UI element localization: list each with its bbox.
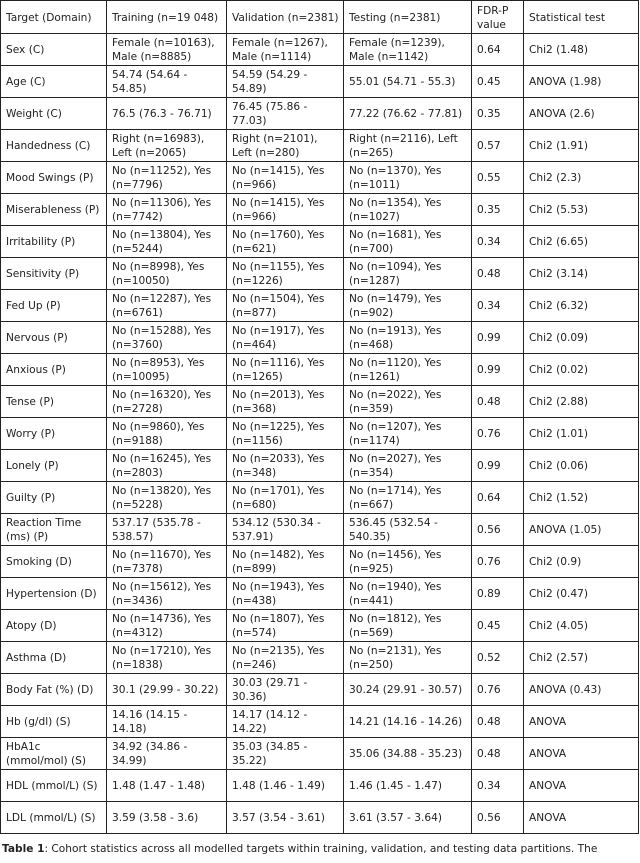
testing-cell: No (n=1354), Yes (n=1027) <box>344 194 472 226</box>
fdr-p-cell: 0.34 <box>472 226 524 258</box>
training-cell: No (n=11306), Yes (n=7742) <box>107 194 227 226</box>
validation-cell: 30.03 (29.71 - 30.36) <box>227 674 344 706</box>
fdr-p-cell: 0.99 <box>472 354 524 386</box>
fdr-p-cell: 0.34 <box>472 770 524 802</box>
validation-cell: No (n=1482), Yes (n=899) <box>227 546 344 578</box>
statistical-test-cell: ANOVA <box>524 738 639 770</box>
testing-cell: 14.21 (14.16 - 14.26) <box>344 706 472 738</box>
fdr-p-cell: 0.76 <box>472 674 524 706</box>
training-cell: 34.92 (34.86 - 34.99) <box>107 738 227 770</box>
fdr-p-cell: 0.34 <box>472 290 524 322</box>
table-row <box>1 258 639 290</box>
fdr-p-cell: 0.99 <box>472 450 524 482</box>
statistical-test-cell: Chi2 (0.47) <box>524 578 639 610</box>
table-row <box>1 226 639 258</box>
fdr-p-cell: 0.45 <box>472 66 524 98</box>
table-row <box>1 322 639 354</box>
target-cell: Reaction Time (ms) (P) <box>1 514 107 546</box>
validation-cell: No (n=1701), Yes (n=680) <box>227 482 344 514</box>
testing-cell: No (n=2022), Yes (n=359) <box>344 386 472 418</box>
validation-cell: No (n=2135), Yes (n=246) <box>227 642 344 674</box>
testing-cell: No (n=1094), Yes (n=1287) <box>344 258 472 290</box>
target-cell: Hypertension (D) <box>1 578 107 610</box>
table-row <box>1 450 639 482</box>
testing-cell: Right (n=2116), Left (n=265) <box>344 130 472 162</box>
validation-cell: 534.12 (530.34 - 537.91) <box>227 514 344 546</box>
statistical-test-cell: ANOVA <box>524 802 639 834</box>
validation-cell: 1.48 (1.46 - 1.49) <box>227 770 344 802</box>
table-row <box>1 738 639 770</box>
validation-cell: No (n=1116), Yes (n=1265) <box>227 354 344 386</box>
fdr-p-cell: 0.64 <box>472 34 524 66</box>
statistical-test-cell: Chi2 (2.88) <box>524 386 639 418</box>
fdr-p-cell: 0.52 <box>472 642 524 674</box>
table-row <box>1 386 639 418</box>
validation-cell: 3.57 (3.54 - 3.61) <box>227 802 344 834</box>
testing-cell: 77.22 (76.62 - 77.81) <box>344 98 472 130</box>
training-cell: 76.5 (76.3 - 76.71) <box>107 98 227 130</box>
target-cell: Weight (C) <box>1 98 107 130</box>
target-cell: Handedness (C) <box>1 130 107 162</box>
fdr-p-cell: 0.45 <box>472 610 524 642</box>
statistical-test-cell: ANOVA <box>524 706 639 738</box>
table-row <box>1 290 639 322</box>
table-row <box>1 194 639 226</box>
validation-cell: Right (n=2101), Left (n=280) <box>227 130 344 162</box>
training-cell: No (n=16245), Yes (n=2803) <box>107 450 227 482</box>
training-cell: 14.16 (14.15 - 14.18) <box>107 706 227 738</box>
fdr-p-cell: 0.48 <box>472 386 524 418</box>
table-row <box>1 418 639 450</box>
statistical-test-cell: ANOVA (1.05) <box>524 514 639 546</box>
table-row <box>1 162 639 194</box>
statistical-test-cell: Chi2 (2.57) <box>524 642 639 674</box>
target-cell: Atopy (D) <box>1 610 107 642</box>
training-cell: No (n=13804), Yes (n=5244) <box>107 226 227 258</box>
testing-cell: No (n=1456), Yes (n=925) <box>344 546 472 578</box>
testing-cell: No (n=1812), Yes (n=569) <box>344 610 472 642</box>
validation-cell: No (n=1415), Yes (n=966) <box>227 194 344 226</box>
table-row <box>1 770 639 802</box>
table-row <box>1 802 639 834</box>
testing-cell: No (n=2027), Yes (n=354) <box>344 450 472 482</box>
target-cell: Fed Up (P) <box>1 290 107 322</box>
training-cell: 537.17 (535.78 - 538.57) <box>107 514 227 546</box>
statistical-test-cell: Chi2 (4.05) <box>524 610 639 642</box>
statistical-test-cell: Chi2 (0.02) <box>524 354 639 386</box>
caption-label: Table 1 <box>2 843 45 855</box>
statistical-test-cell: Chi2 (0.09) <box>524 322 639 354</box>
statistical-test-cell: ANOVA <box>524 770 639 802</box>
target-cell: Tense (P) <box>1 386 107 418</box>
target-cell: Mood Swings (P) <box>1 162 107 194</box>
target-cell: Lonely (P) <box>1 450 107 482</box>
target-cell: Hb (g/dl) (S) <box>1 706 107 738</box>
fdr-p-cell: 0.89 <box>472 578 524 610</box>
column-header-training: Training (n=19 048) <box>107 1 227 34</box>
testing-cell: 1.46 (1.45 - 1.47) <box>344 770 472 802</box>
table-row <box>1 642 639 674</box>
testing-cell: No (n=1940), Yes (n=441) <box>344 578 472 610</box>
statistical-test-cell: Chi2 (5.53) <box>524 194 639 226</box>
table-row <box>1 674 639 706</box>
table-caption <box>2 843 638 855</box>
fdr-p-cell: 0.64 <box>472 482 524 514</box>
training-cell: No (n=17210), Yes (n=1838) <box>107 642 227 674</box>
testing-cell: No (n=1681), Yes (n=700) <box>344 226 472 258</box>
column-header-fdr-p: FDR-P value <box>472 1 524 34</box>
column-header-statistical-test: Statistical test <box>524 1 639 34</box>
validation-cell: No (n=1943), Yes (n=438) <box>227 578 344 610</box>
training-cell: No (n=8953), Yes (n=10095) <box>107 354 227 386</box>
target-cell: Miserableness (P) <box>1 194 107 226</box>
fdr-p-cell: 0.76 <box>472 418 524 450</box>
training-cell: No (n=8998), Yes (n=10050) <box>107 258 227 290</box>
testing-cell: 30.24 (29.91 - 30.57) <box>344 674 472 706</box>
statistical-test-cell: Chi2 (1.01) <box>524 418 639 450</box>
table-row <box>1 514 639 546</box>
validation-cell: No (n=1504), Yes (n=877) <box>227 290 344 322</box>
fdr-p-cell: 0.55 <box>472 162 524 194</box>
testing-cell: No (n=1207), Yes (n=1174) <box>344 418 472 450</box>
statistical-test-cell: Chi2 (1.91) <box>524 130 639 162</box>
statistical-test-cell: Chi2 (3.14) <box>524 258 639 290</box>
validation-cell: No (n=1415), Yes (n=966) <box>227 162 344 194</box>
testing-cell: Female (n=1239), Male (n=1142) <box>344 34 472 66</box>
statistical-test-cell: ANOVA (2.6) <box>524 98 639 130</box>
validation-cell: No (n=1807), Yes (n=574) <box>227 610 344 642</box>
statistical-test-cell: ANOVA (1.98) <box>524 66 639 98</box>
target-cell: Guilty (P) <box>1 482 107 514</box>
validation-cell: No (n=2033), Yes (n=348) <box>227 450 344 482</box>
testing-cell: No (n=1479), Yes (n=902) <box>344 290 472 322</box>
fdr-p-cell: 0.35 <box>472 98 524 130</box>
target-cell: HbA1c (mmol/mol) (S) <box>1 738 107 770</box>
table-row <box>1 706 639 738</box>
table-body <box>1 34 639 834</box>
table-row <box>1 578 639 610</box>
training-cell: No (n=14736), Yes (n=4312) <box>107 610 227 642</box>
training-cell: No (n=13820), Yes (n=5228) <box>107 482 227 514</box>
testing-cell: No (n=1120), Yes (n=1261) <box>344 354 472 386</box>
training-cell: Female (n=10163), Male (n=8885) <box>107 34 227 66</box>
validation-cell: 76.45 (75.86 - 77.03) <box>227 98 344 130</box>
validation-cell: 14.17 (14.12 - 14.22) <box>227 706 344 738</box>
testing-cell: No (n=1913), Yes (n=468) <box>344 322 472 354</box>
fdr-p-cell: 0.56 <box>472 514 524 546</box>
target-cell: HDL (mmol/L) (S) <box>1 770 107 802</box>
table-row <box>1 546 639 578</box>
statistical-test-cell: Chi2 (2.3) <box>524 162 639 194</box>
target-cell: Age (C) <box>1 66 107 98</box>
target-cell: Anxious (P) <box>1 354 107 386</box>
testing-cell: No (n=1714), Yes (n=667) <box>344 482 472 514</box>
statistical-test-cell: Chi2 (6.65) <box>524 226 639 258</box>
training-cell: No (n=11252), Yes (n=7796) <box>107 162 227 194</box>
fdr-p-cell: 0.48 <box>472 706 524 738</box>
column-header-target: Target (Domain) <box>1 1 107 34</box>
testing-cell: 55.01 (54.71 - 55.3) <box>344 66 472 98</box>
training-cell: 54.74 (54.64 - 54.85) <box>107 66 227 98</box>
target-cell: Sex (C) <box>1 34 107 66</box>
statistical-test-cell: Chi2 (1.48) <box>524 34 639 66</box>
training-cell: Right (n=16983), Left (n=2065) <box>107 130 227 162</box>
statistical-test-cell: Chi2 (6.32) <box>524 290 639 322</box>
training-cell: 3.59 (3.58 - 3.6) <box>107 802 227 834</box>
testing-cell: 3.61 (3.57 - 3.64) <box>344 802 472 834</box>
target-cell: Smoking (D) <box>1 546 107 578</box>
target-cell: Worry (P) <box>1 418 107 450</box>
training-cell: No (n=15288), Yes (n=3760) <box>107 322 227 354</box>
statistical-test-cell: Chi2 (0.9) <box>524 546 639 578</box>
fdr-p-cell: 0.56 <box>472 802 524 834</box>
fdr-p-cell: 0.35 <box>472 194 524 226</box>
fdr-p-cell: 0.76 <box>472 546 524 578</box>
training-cell: No (n=9860), Yes (n=9188) <box>107 418 227 450</box>
target-cell: Irritability (P) <box>1 226 107 258</box>
validation-cell: Female (n=1267), Male (n=1114) <box>227 34 344 66</box>
column-header-validation: Validation (n=2381) <box>227 1 344 34</box>
target-cell: Nervous (P) <box>1 322 107 354</box>
statistical-test-cell: ANOVA (0.43) <box>524 674 639 706</box>
target-cell: LDL (mmol/L) (S) <box>1 802 107 834</box>
validation-cell: 35.03 (34.85 - 35.22) <box>227 738 344 770</box>
training-cell: 30.1 (29.99 - 30.22) <box>107 674 227 706</box>
training-cell: No (n=12287), Yes (n=6761) <box>107 290 227 322</box>
testing-cell: No (n=1370), Yes (n=1011) <box>344 162 472 194</box>
training-cell: 1.48 (1.47 - 1.48) <box>107 770 227 802</box>
testing-cell: 35.06 (34.88 - 35.23) <box>344 738 472 770</box>
table-row <box>1 610 639 642</box>
training-cell: No (n=15612), Yes (n=3436) <box>107 578 227 610</box>
statistical-test-cell: Chi2 (1.52) <box>524 482 639 514</box>
fdr-p-cell: 0.99 <box>472 322 524 354</box>
training-cell: No (n=11670), Yes (n=7378) <box>107 546 227 578</box>
table-header <box>1 1 639 34</box>
validation-cell: No (n=1760), Yes (n=621) <box>227 226 344 258</box>
validation-cell: No (n=2013), Yes (n=368) <box>227 386 344 418</box>
testing-cell: No (n=2131), Yes (n=250) <box>344 642 472 674</box>
column-header-testing: Testing (n=2381) <box>344 1 472 34</box>
fdr-p-cell: 0.48 <box>472 738 524 770</box>
table-row <box>1 354 639 386</box>
fdr-p-cell: 0.57 <box>472 130 524 162</box>
header-row <box>1 1 639 34</box>
table-row <box>1 130 639 162</box>
training-cell: No (n=16320), Yes (n=2728) <box>107 386 227 418</box>
statistical-test-cell: Chi2 (0.06) <box>524 450 639 482</box>
target-cell: Asthma (D) <box>1 642 107 674</box>
validation-cell: No (n=1225), Yes (n=1156) <box>227 418 344 450</box>
table-row <box>1 482 639 514</box>
table-row <box>1 66 639 98</box>
table-row <box>1 34 639 66</box>
fdr-p-cell: 0.48 <box>472 258 524 290</box>
table-row <box>1 98 639 130</box>
validation-cell: 54.59 (54.29 - 54.89) <box>227 66 344 98</box>
testing-cell: 536.45 (532.54 - 540.35) <box>344 514 472 546</box>
caption-text: : Cohort statistics across all modelled targets within training, validation, and testing data partitions. The <box>44 843 598 855</box>
validation-cell: No (n=1917), Yes (n=464) <box>227 322 344 354</box>
target-cell: Body Fat (%) (D) <box>1 674 107 706</box>
target-cell: Sensitivity (P) <box>1 258 107 290</box>
validation-cell: No (n=1155), Yes (n=1226) <box>227 258 344 290</box>
